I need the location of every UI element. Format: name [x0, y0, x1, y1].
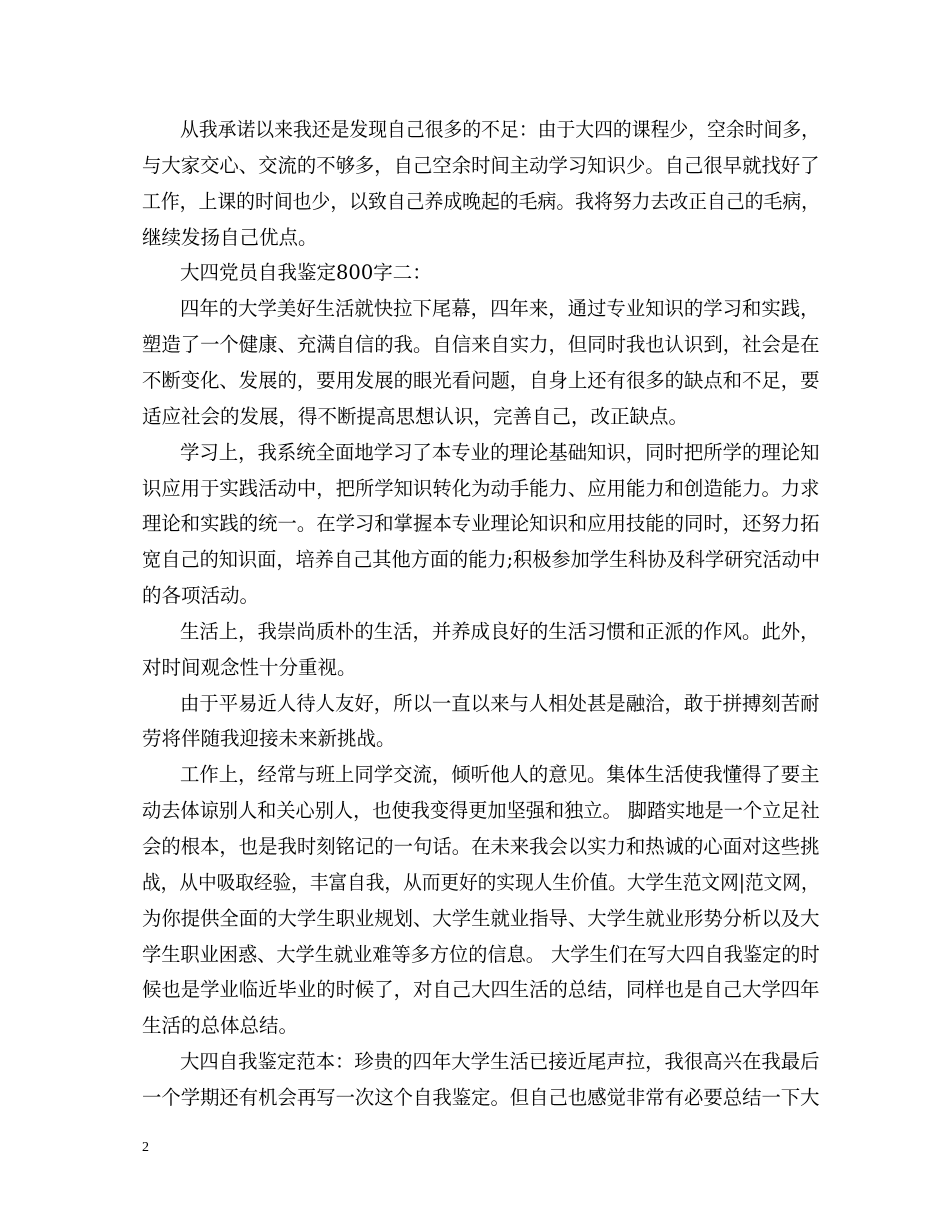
text-line: 动去体谅别人和关心别人，也使我变得更加坚强和独立。 脚踏实地是一个立足社 — [142, 799, 820, 822]
text-line: 工作上，经常与班上同学交流，倾听他人的意见。集体生活使我懂得了要主 — [180, 763, 820, 786]
text-line: 一个学期还有机会再写一次这个自我鉴定。但自己也感觉非常有必要总结一下大 — [142, 1086, 820, 1109]
text-line: 战，从中吸取经验，丰富自我，从而更好的实现人生价值。大学生范文网|范文网， — [142, 871, 820, 894]
text-line: 由于平易近人待人友好，所以一直以来与人相处甚是融洽，敢于拼搏刻苦耐 — [180, 692, 820, 715]
text-line: 工作，上课的时间也少，以致自己养成晚起的毛病。我将努力去改正自己的毛病， — [142, 190, 821, 213]
text-line: 识应用于实践活动中，把所学知识转化为动手能力、应用能力和创造能力。力求 — [142, 477, 820, 500]
page-number: 2 — [142, 1140, 149, 1155]
text-line: 候也是学业临近毕业的时候了，对自己大四生活的总结，同样也是自己大学四年 — [142, 978, 820, 1001]
section-heading: 大四党员自我鉴定800字二： — [180, 261, 432, 284]
text-line: 不断变化、发展的，要用发展的眼光看问题，自身上还有很多的缺点和不足，要 — [142, 369, 820, 392]
text-line: 塑造了一个健康、充满自信的我。自信来自实力，但同时我也认识到，社会是在 — [142, 333, 820, 356]
text-line: 学习上，我系统全面地学习了本专业的理论基础知识，同时把所学的理论知 — [180, 441, 820, 464]
text-line: 继续发扬自己优点。 — [142, 226, 318, 249]
text-line: 与大家交心、交流的不够多，自己空余时间主动学习知识少。自己很早就找好了 — [142, 154, 820, 177]
text-line: 大四自我鉴定范本：珍贵的四年大学生活已接近尾声拉，我很高兴在我最后 — [180, 1050, 820, 1073]
text-line: 生活上，我崇尚质朴的生活，并养成良好的生活习惯和正派的作风。此外， — [180, 620, 820, 643]
text-line: 为你提供全面的大学生职业规划、大学生就业指导、大学生就业形势分析以及大 — [142, 907, 820, 930]
text-line: 劳将伴随我迎接未来新挑战。 — [142, 727, 396, 750]
text-line: 宽自己的知识面，培养自己其他方面的能力;积极参加学生科协及科学研究活动中 — [142, 548, 821, 571]
text-line: 四年的大学美好生活就快拉下尾幕，四年来，通过专业知识的学习和实践， — [180, 297, 820, 320]
text-line: 会的根本，也是我时刻铭记的一句话。在未来我会以实力和热诚的心面对这些挑 — [142, 835, 820, 858]
text-line: 生活的总体总结。 — [142, 1014, 299, 1037]
text-line: 对时间观念性十分重视。 — [142, 656, 357, 679]
text-line: 的各项活动。 — [142, 584, 260, 607]
text-line: 理论和实践的统一。在学习和掌握本专业理论知识和应用技能的同时，还努力拓 — [142, 512, 820, 535]
text-line: 适应社会的发展，得不断提高思想认识，完善自己，改正缺点。 — [142, 405, 689, 428]
text-line: 从我承诺以来我还是发现自己很多的不足：由于大四的课程少，空余时间多， — [180, 118, 821, 141]
text-line: 学生职业困惑、大学生就业难等多方位的信息。 大学生们在写大四自我鉴定的时 — [142, 943, 820, 966]
